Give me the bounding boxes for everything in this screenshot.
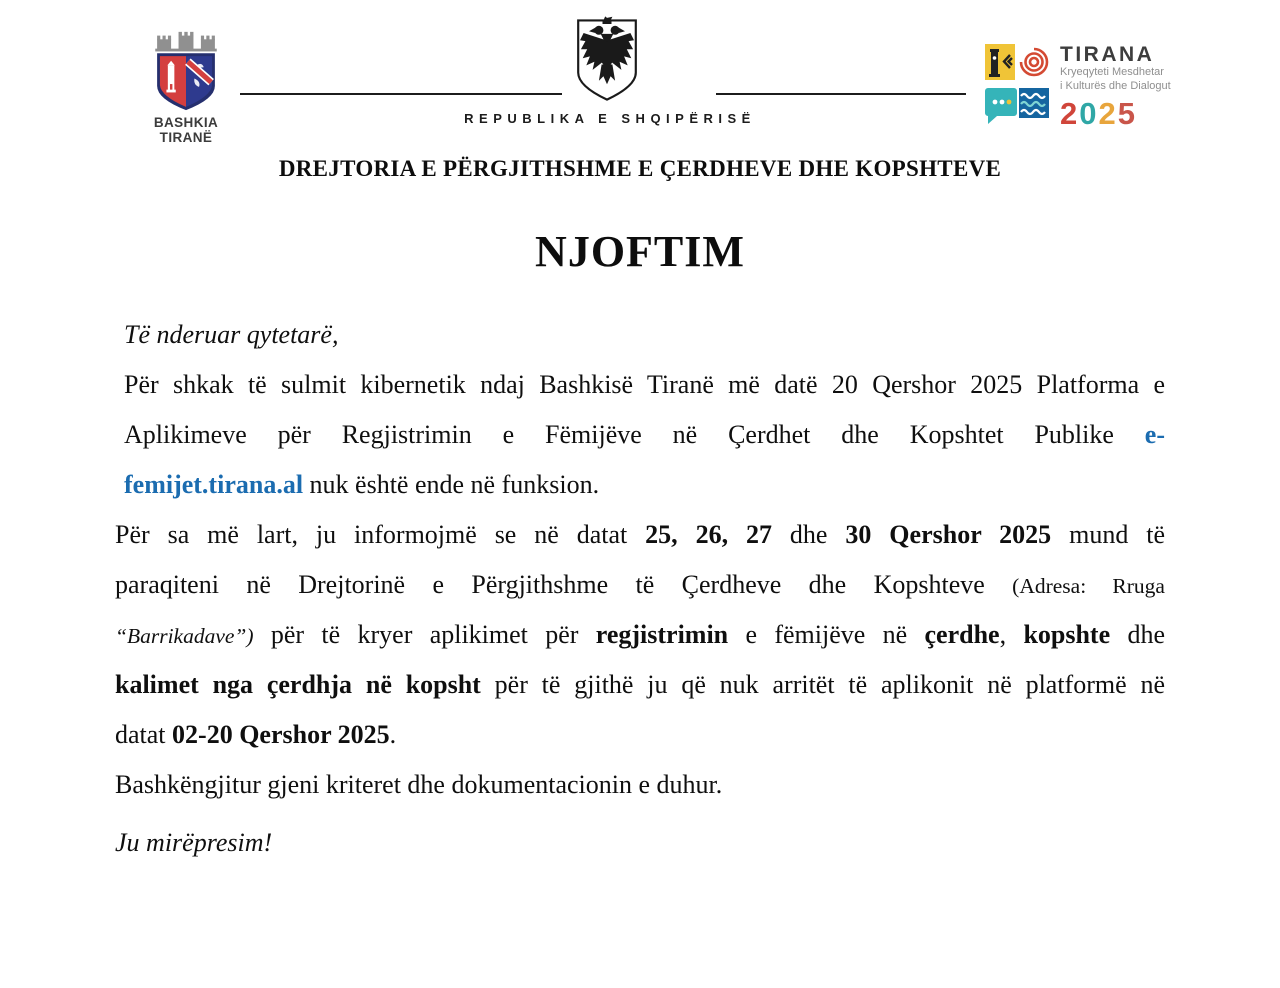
text-segment: Për sa më lart, ju informojmë se në datat [115,520,646,549]
text-segment: 25, 26, 27 [645,520,773,549]
document-line [115,560,1165,610]
document-line [115,360,1165,410]
text-segment: mund të [1051,520,1165,549]
text-segment: 02-20 Qershor 2025 [172,720,390,749]
tirana-2025-year [1060,98,1171,130]
link-e-femijet-tirana-al[interactable]: femijet.tirana.al [124,470,304,499]
paragraph [115,760,1165,810]
document-line [115,610,1165,660]
bashkia-tirane-crest-icon [153,30,219,112]
header-rule-left [240,93,562,95]
text-segment: “Barrikadave”) [115,624,254,648]
tirana-2025-tiles-icon [985,44,1051,124]
year-digit: 0 [1079,96,1099,131]
document-line [115,410,1165,460]
text-segment: regjistrimin [595,620,729,649]
text-segment: Aplikimeve për Regjistrimin e Fëmijëve në Çerdhet dhe Kopshtet Publike [124,420,1145,449]
text-segment: Ju mirëpresim! [115,828,273,857]
header-rule-right [716,93,966,95]
bashkia-tirane-logo [148,30,224,145]
tirana-2025-logo [985,44,1171,130]
republic-caption: REPUBLIKA E SHQIPËRISË [464,111,756,126]
year-digit: 2 [1098,96,1118,131]
document-line [115,460,1165,510]
paragraph [115,510,1165,760]
text-segment: e fëmijëve në [728,620,925,649]
text-segment: për të gjithë ju që nuk arritët të aplikonit në platformë në [480,670,1165,699]
paragraph [115,310,1165,360]
text-segment: paraqiteni në Drejtorinë e Përgjithshme të Çerdheve dhe Kopshteve [115,570,1013,599]
text-segment: dhe [1110,620,1165,649]
notice-title: NJOFTIM [535,227,745,276]
text-segment: dhe [772,520,846,549]
paragraph [115,360,1165,510]
tirana-2025-subtitle-line1: Kryeqyteti Mesdhetar [1060,66,1164,78]
text-segment: Bashkëngjitur gjeni kriteret dhe dokumentacionin e duhur. [115,770,723,799]
text-segment: , [999,620,1024,649]
text-segment: (Adresa: Rruga [1012,574,1165,598]
document-line [115,818,1165,868]
year-digit: 2 [1060,96,1080,131]
document-line [115,510,1165,560]
department-heading: DREJTORIA E PËRGJITHSHME E ÇERDHEVE DHE KOPSHTEVE [278,156,1002,181]
document-line [115,760,1165,810]
text-segment: Për shkak të sulmit kibernetik ndaj Bashkisë Tiranë më datë 20 Qershor 2025 Platforma e [124,370,1165,399]
text-segment: . [389,720,397,749]
paragraph [115,818,1165,868]
year-digit: 5 [1117,96,1137,131]
bashkia-label-line2: TIRANË [159,130,213,145]
text-segment: nuk është ende në funksion. [303,470,600,499]
tirana-2025-title: TIRANA [1060,43,1155,66]
tirana-2025-subtitle-line2: i Kulturës dhe Dialogut [1060,79,1171,92]
text-segment: çerdhe [924,620,1000,649]
document-line [115,310,1165,360]
text-segment: 30 Qershor 2025 [845,520,1052,549]
document-line [115,660,1165,710]
text-segment: kopshte [1023,620,1111,649]
bashkia-label-line1: BASHKIA [153,115,219,130]
text-segment: kalimet nga çerdhja në kopsht [115,670,481,699]
text-segment: për të kryer aplikimet për [253,620,596,649]
document-line [115,710,1165,760]
document-body [115,310,1165,868]
text-segment: Të nderuar qytetarë, [124,320,339,349]
republic-of-albania-emblem [571,14,643,111]
text-segment: datat [115,720,173,749]
double-headed-eagle-icon [571,14,643,106]
link-e-femijet-tirana-al[interactable]: e- [1144,420,1165,449]
